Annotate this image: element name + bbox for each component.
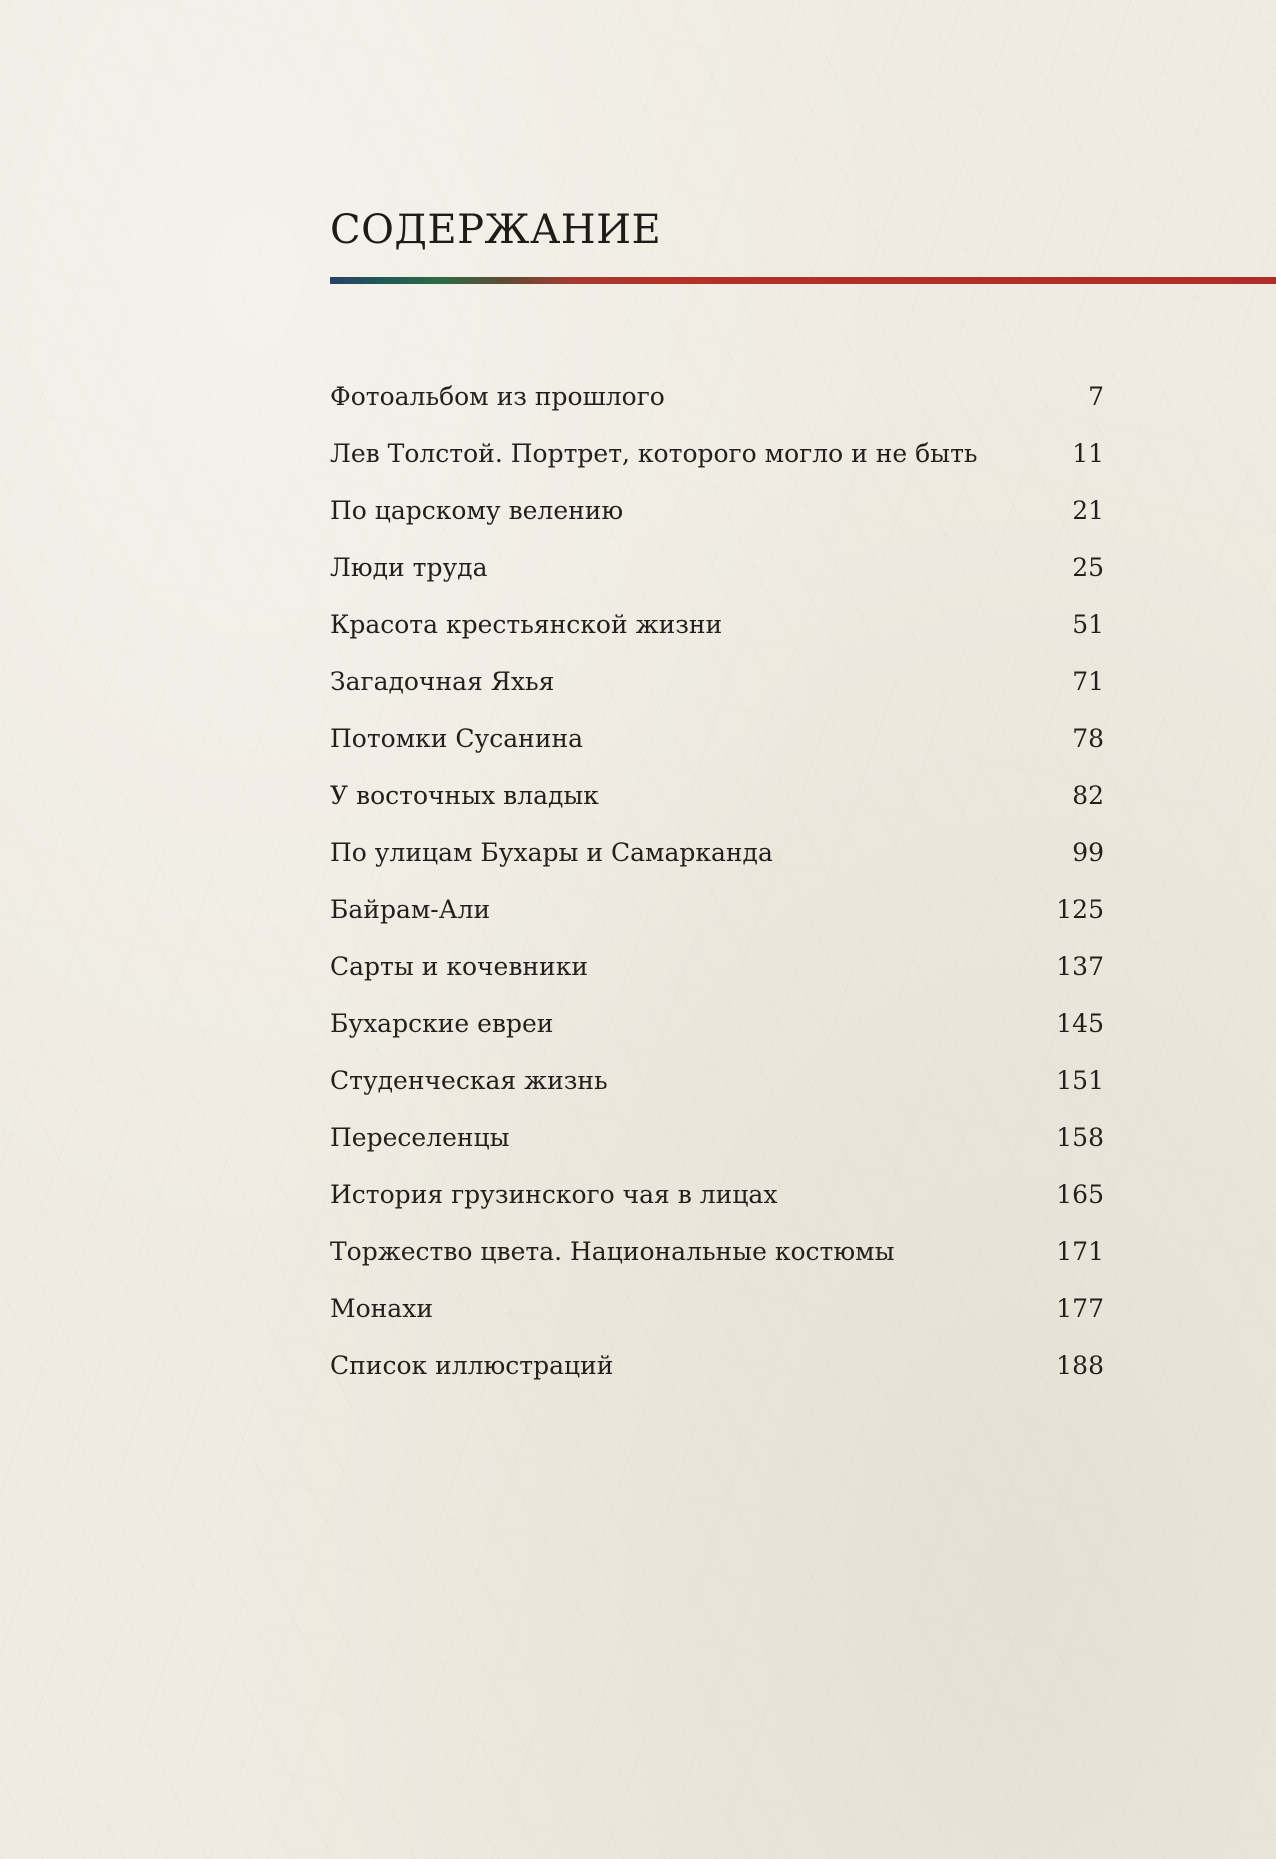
- toc-entry-page: 7: [1088, 382, 1104, 411]
- toc-entry-title: Лев Толстой. Портрет, которого могло и не быть: [330, 439, 978, 468]
- toc-entry-page: 82: [1072, 781, 1104, 810]
- toc-entry-title: Люди труда: [330, 553, 488, 582]
- toc-entry-page: 145: [1056, 1009, 1104, 1038]
- toc-entry-title: Бухарские евреи: [330, 1009, 554, 1038]
- toc-entry-page: 11: [1072, 439, 1104, 468]
- toc-entry-title: Потомки Сусанина: [330, 724, 584, 753]
- toc-entry: [330, 1052, 1104, 1109]
- toc-entry: [330, 596, 1104, 653]
- toc-entry-page: 171: [1056, 1237, 1104, 1266]
- toc-entry-page: 99: [1072, 838, 1104, 867]
- toc-entry-title: У восточных владык: [330, 781, 599, 810]
- toc-entry-title: Студенческая жизнь: [330, 1066, 608, 1095]
- toc-entry: [330, 1337, 1104, 1394]
- toc-entry-title: Торжество цвета. Национальные костюмы: [330, 1237, 895, 1266]
- title-divider: [330, 277, 1276, 284]
- toc-entry-title: Переселенцы: [330, 1123, 510, 1152]
- toc-entry-page: 151: [1056, 1066, 1104, 1095]
- toc-entry: [330, 1280, 1104, 1337]
- toc-entry-page: 177: [1056, 1294, 1104, 1323]
- page-title: СОДЕРЖАНИЕ: [330, 207, 662, 253]
- toc-entry-page: 21: [1072, 496, 1104, 525]
- toc-entry-page: 125: [1056, 895, 1104, 924]
- toc-entry-title: По царскому велению: [330, 496, 624, 525]
- toc-entry-title: Монахи: [330, 1294, 433, 1323]
- toc-entry: [330, 539, 1104, 596]
- toc-entry: [330, 995, 1104, 1052]
- toc-entry-page: 25: [1072, 553, 1104, 582]
- toc-entry-page: 78: [1072, 724, 1104, 753]
- toc-entry: [330, 767, 1104, 824]
- toc-entry-page: 51: [1072, 610, 1104, 639]
- toc-entry: [330, 653, 1104, 710]
- toc-entry-page: 158: [1056, 1123, 1104, 1152]
- toc-entry: [330, 1166, 1104, 1223]
- toc-entry-title: Байрам-Али: [330, 895, 491, 924]
- toc-entry: [330, 710, 1104, 767]
- toc-entry-title: Сарты и кочевники: [330, 952, 589, 981]
- toc-entry: [330, 1223, 1104, 1280]
- toc-entry-title: Красота крестьянской жизни: [330, 610, 723, 639]
- toc-entry: [330, 938, 1104, 995]
- toc-entry-page: 71: [1072, 667, 1104, 696]
- table-of-contents: [330, 368, 1104, 1394]
- toc-entry-page: 165: [1056, 1180, 1104, 1209]
- toc-entry-page: 137: [1056, 952, 1104, 981]
- toc-entry: [330, 1109, 1104, 1166]
- toc-entry-page: 188: [1056, 1351, 1104, 1380]
- toc-entry-title: Загадочная Яхья: [330, 667, 555, 696]
- toc-entry-title: Фотоальбом из прошлого: [330, 382, 665, 411]
- toc-entry: [330, 881, 1104, 938]
- toc-entry-title: Список иллюстраций: [330, 1351, 614, 1380]
- toc-entry: [330, 368, 1104, 425]
- toc-entry: [330, 425, 1104, 482]
- toc-entry: [330, 824, 1104, 881]
- toc-entry-title: По улицам Бухары и Самарканда: [330, 838, 773, 867]
- toc-entry: [330, 482, 1104, 539]
- toc-entry-title: История грузинского чая в лицах: [330, 1180, 778, 1209]
